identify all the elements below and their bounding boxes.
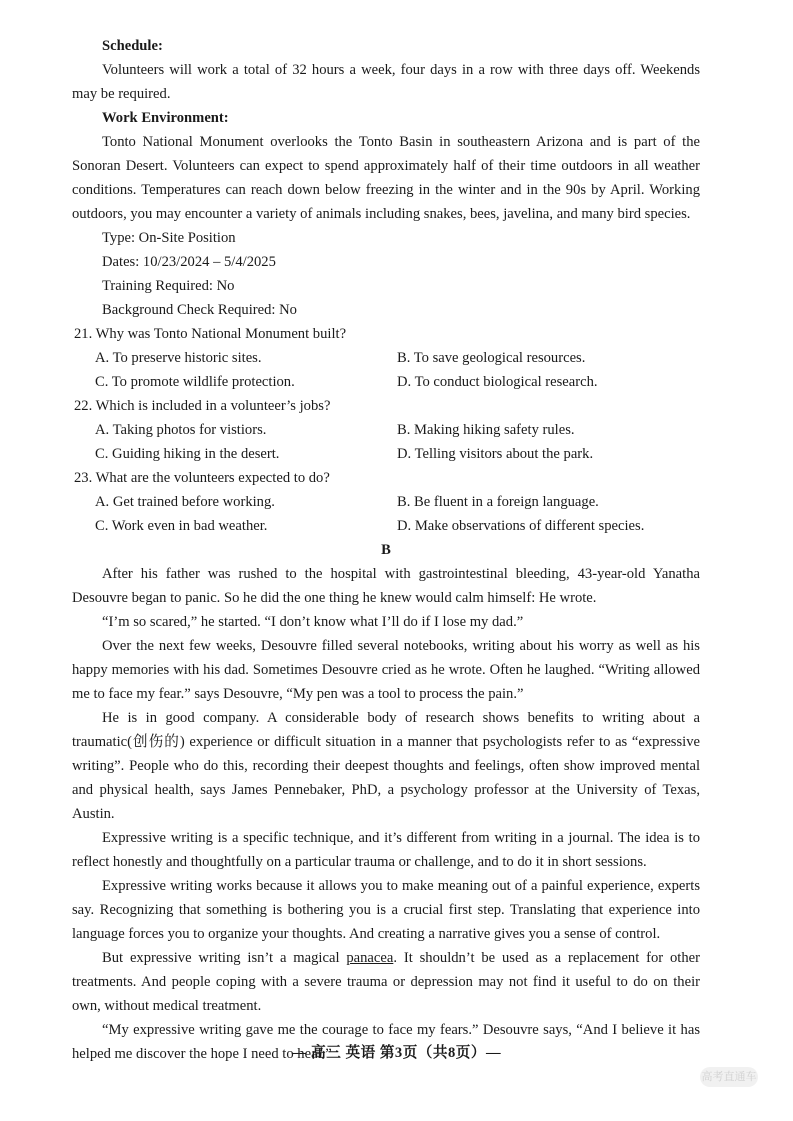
question-22: 22. Which is included in a volunteer’s jobs? xyxy=(74,398,331,414)
option: D. Make observations of different species. xyxy=(397,518,645,534)
text-run: But expressive writing isn’t a magical xyxy=(102,950,347,966)
schedule-text: Volunteers will work a total of 32 hours a week, four days in a row with three days off. Weekends may be required. xyxy=(72,62,700,102)
page-content xyxy=(72,34,700,1066)
page-footer: — 高三 英语 第3页（共8页）— xyxy=(291,1045,502,1061)
option: C. Guiding hiking in the desert. xyxy=(95,446,280,462)
question-23: 23. What are the volunteers expected to do? xyxy=(74,470,330,486)
passage-paragraph-4: He is in good company. A considerable body of research shows benefits to writing about a traumatic(创伤的) experience or difficult situation in a manner that psychologists refer to as “expressive writing”. People who do this, recording their deepest thoughts and feelings, often show improved mental and physical health, says James Pennebaker, PhD, a psychology professor at the University of Texas, Austin. xyxy=(72,710,700,822)
passage-paragraph-7 xyxy=(72,946,700,1018)
watermark: 高考直通车 xyxy=(700,1067,758,1087)
passage-paragraph-6: Expressive writing works because it allows you to make meaning out of a painful experience, experts say. Recognizing that something is bothering you is a crucial first step. Translating that experience into language forces you to organize your thoughts. And creating a narrative gives you a sense of control. xyxy=(72,878,700,942)
question-21: 21. Why was Tonto National Monument built? xyxy=(74,326,347,342)
passage-paragraph-8: “My expressive writing gave me the courage to face my fears.” Desouvre says, “And I believe it has helped me discover the hope I need to heal.” xyxy=(72,1022,700,1062)
passage-paragraph-5: Expressive writing is a specific technique, and it’s different from writing in a journal. The idea is to reflect honestly and thoughtfully on a particular trauma or challenge, and to do it in short sessions. xyxy=(72,830,700,870)
question-21-options xyxy=(95,346,700,394)
detail-dates: Dates: 10/23/2024 – 5/4/2025 xyxy=(102,254,276,270)
detail-type: Type: On-Site Position xyxy=(102,230,236,246)
question-22-options xyxy=(95,418,700,466)
option: A. Taking photos for vistiors. xyxy=(95,422,267,438)
passage-paragraph-2: “I’m so scared,” he started. “I don’t know what I’ll do if I lose my dad.” xyxy=(102,614,524,630)
section-b-label: B xyxy=(381,542,391,558)
option: C. Work even in bad weather. xyxy=(95,518,268,534)
option: B. To save geological resources. xyxy=(397,350,586,366)
question-23-options xyxy=(95,490,700,538)
underlined-word: panacea xyxy=(346,950,394,966)
option: B. Be fluent in a foreign language. xyxy=(397,494,599,510)
passage-paragraph-3: Over the next few weeks, Desouvre filled several notebooks, writing about his worry as well as his happy memories with his dad. Sometimes Desouvre cried as he wrote. Often he laughed. “Writing allowed me to face my fear.” says Desouvre, “My pen was a tool to process the pain.” xyxy=(72,638,700,702)
option: D. Telling visitors about the park. xyxy=(397,446,594,462)
option: A. Get trained before working. xyxy=(95,494,275,510)
detail-background-check: Background Check Required: No xyxy=(102,302,297,318)
environment-heading: Work Environment: xyxy=(102,110,229,126)
option: D. To conduct biological research. xyxy=(397,374,598,390)
option: A. To preserve historic sites. xyxy=(95,350,262,366)
schedule-heading: Schedule: xyxy=(102,38,163,54)
detail-training: Training Required: No xyxy=(102,278,235,294)
text-run: . It shouldn’t be used as a replacement for other treatments. And people coping with a severe trauma or depression may not find it useful to do on their own, without medical treatment. xyxy=(72,950,700,1014)
option: B. Making hiking safety rules. xyxy=(397,422,575,438)
option: C. To promote wildlife protection. xyxy=(95,374,295,390)
environment-text: Tonto National Monument overlooks the Tonto Basin in southeastern Arizona and is part of the Sonoran Desert. Volunteers can expect to spend approximately half of their time outdoors in all weather conditions. Temperatures can reach down below freezing in the winter and in the 90s by April. Working outdoors, you may encounter a variety of animals including snakes, bees, javelina, and many bird species. xyxy=(72,134,700,222)
passage-paragraph-1: After his father was rushed to the hospital with gastrointestinal bleeding, 43-year-old Yanatha Desouvre began to panic. So he did the one thing he knew would calm himself: He wrote. xyxy=(72,566,700,606)
